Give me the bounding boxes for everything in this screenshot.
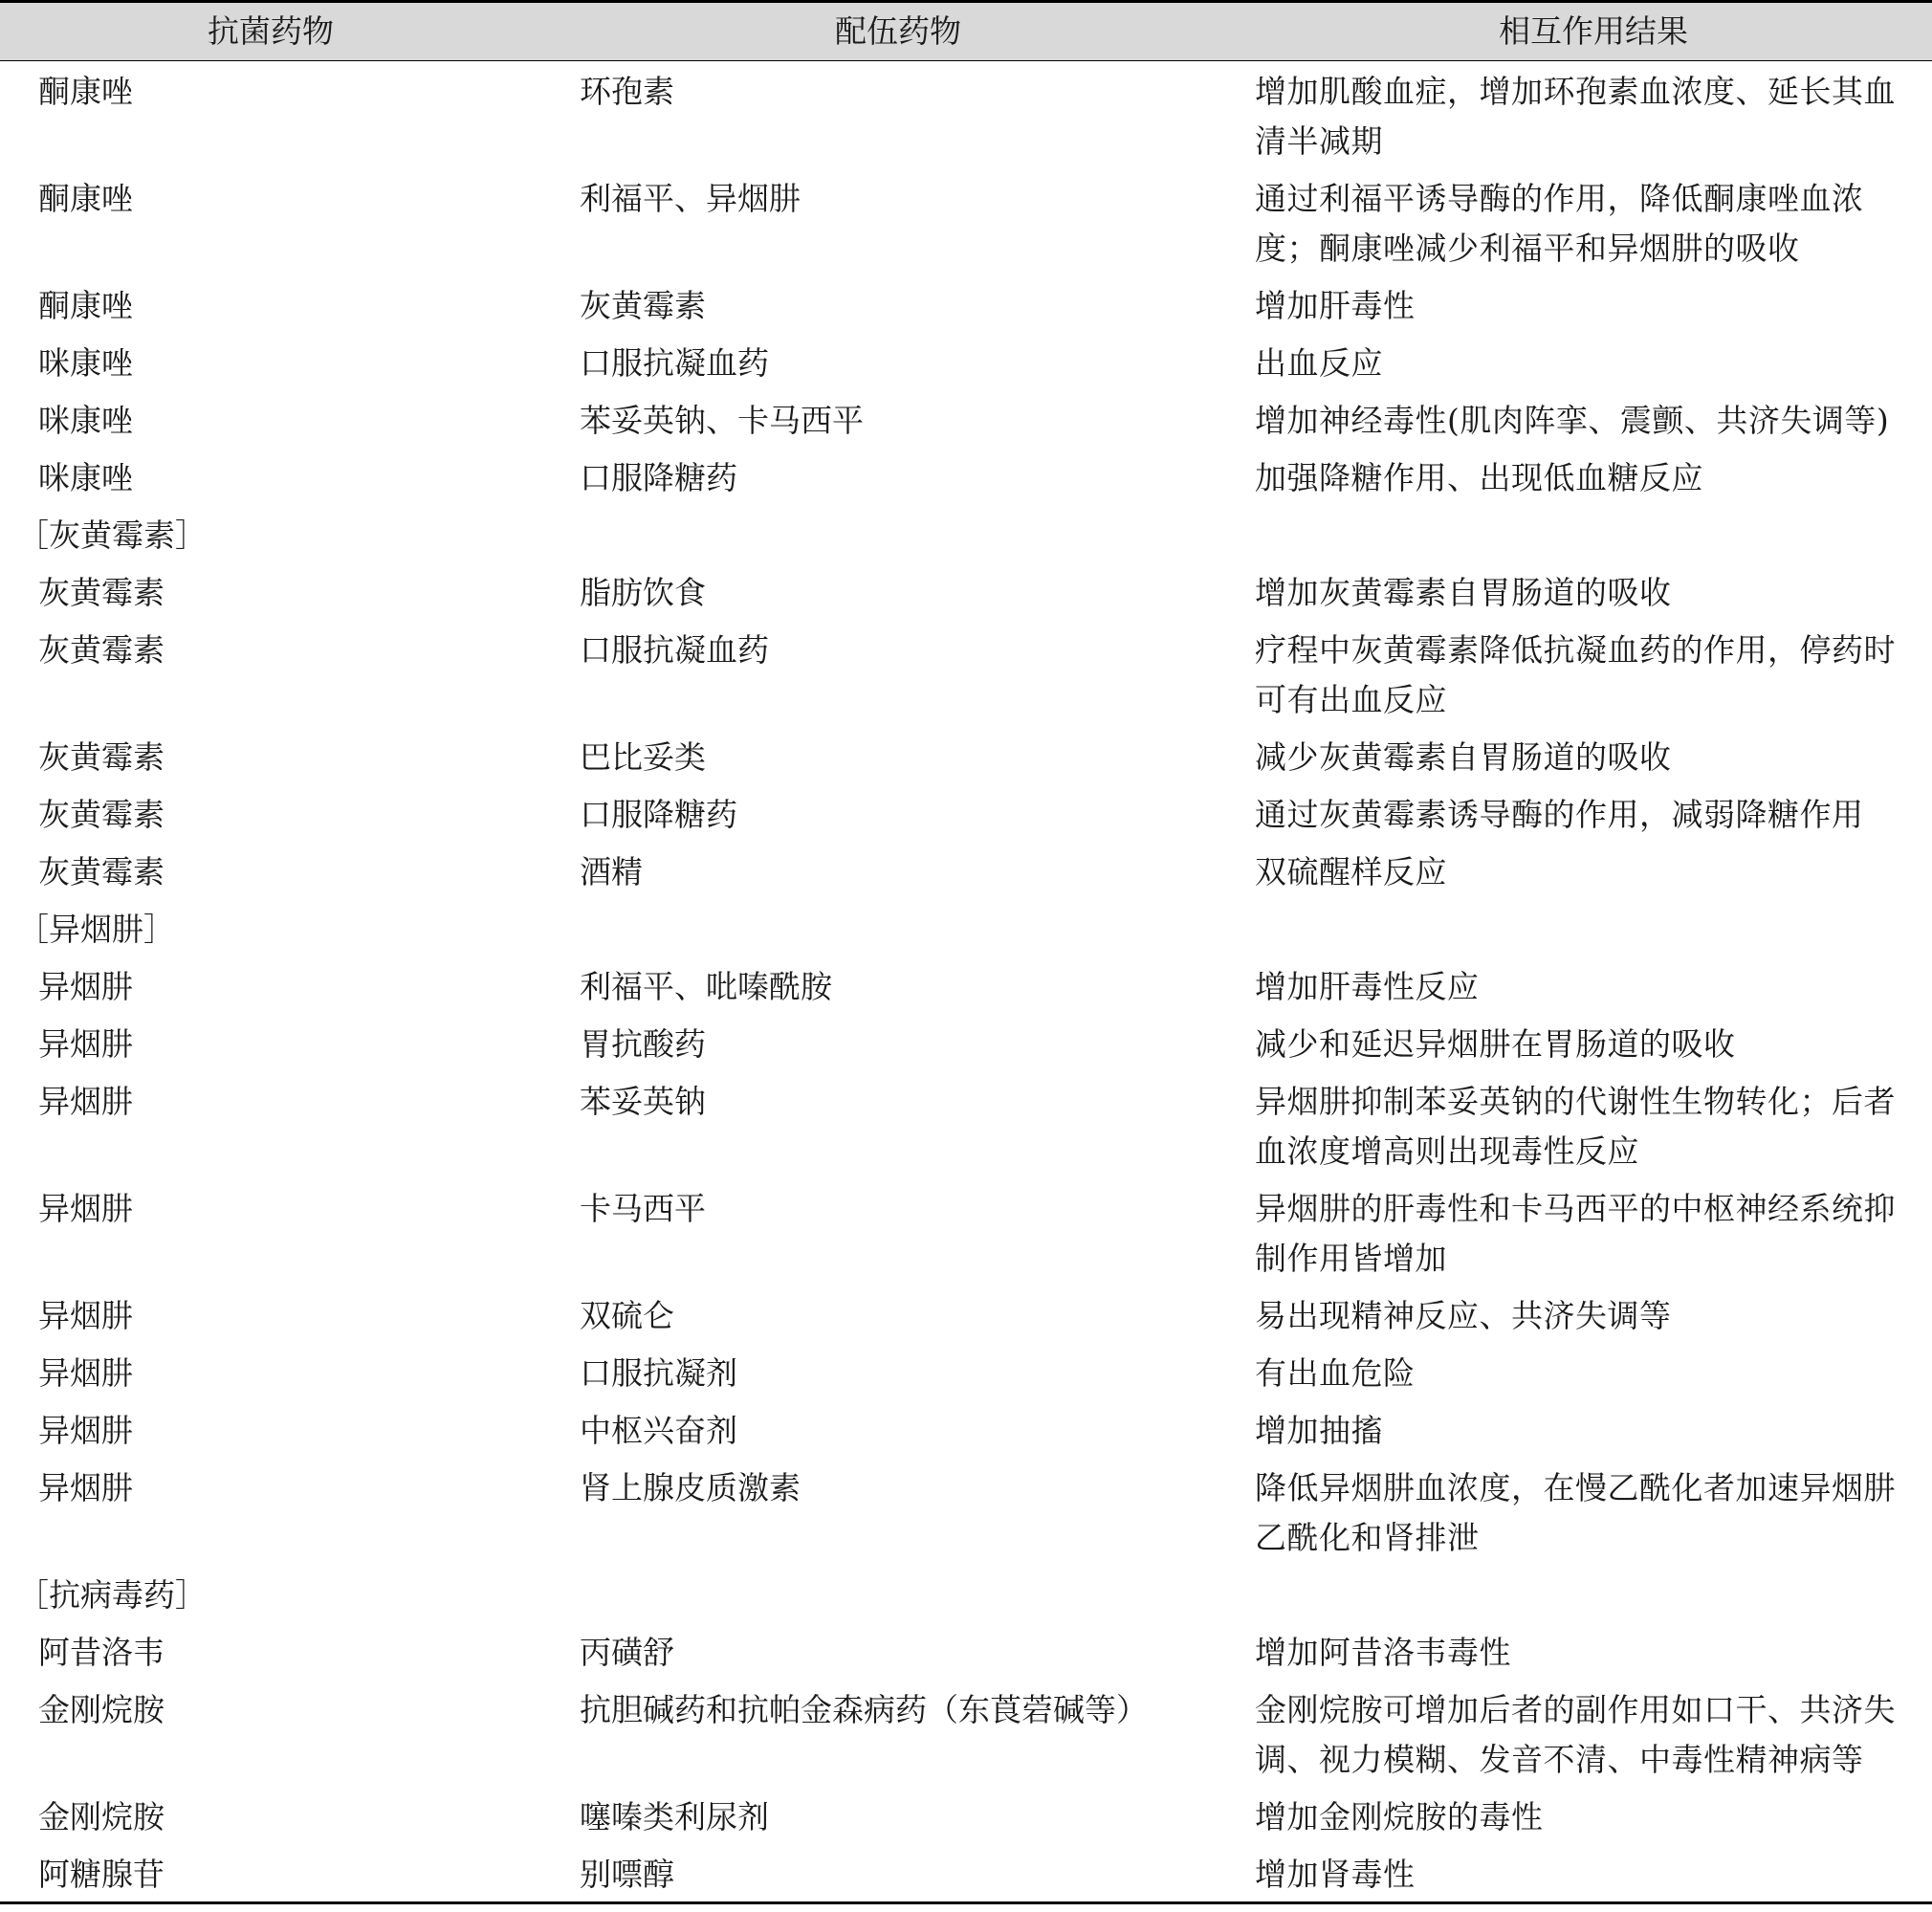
cell-antibacterial-drug: 灰黄霉素	[38, 574, 165, 611]
table-row	[0, 1014, 1932, 1071]
cell-interaction-result: 减少和延迟异烟肼在胃肠道的吸收	[1255, 1025, 1736, 1063]
cell-antibacterial-drug: 酮康唑	[38, 287, 133, 324]
table-body	[0, 61, 1932, 1903]
cell-antibacterial-drug: 灰黄霉素	[38, 853, 165, 890]
cell-antibacterial-drug: 金刚烷胺	[38, 1798, 165, 1835]
cell-interaction-result: 金刚烷胺可增加后者的副作用如口干、共济失调、视力模糊、发音不清、中毒性精神病等	[1255, 1691, 1896, 1778]
cell-combined-drug: 胃抗酸药	[580, 1025, 706, 1063]
cell-interaction-result: 增加抽搐	[1255, 1412, 1383, 1449]
cell-interaction-result: 增加肝毒性	[1255, 287, 1416, 324]
cell-combined-drug: 酒精	[580, 853, 643, 890]
header-combined-drug: 配伍药物	[541, 2, 1255, 61]
table-row	[0, 1343, 1932, 1400]
cell-interaction-result: 增加肌酸血症，增加环孢素血浓度、延长其血清半减期	[1255, 73, 1896, 160]
cell-antibacterial-drug: 灰黄霉素	[38, 631, 165, 669]
table-row	[0, 562, 1932, 620]
cell-interaction-result: 通过利福平诱导酶的作用，降低酮康唑血浓度；酮康唑减少利福平和异烟肼的吸收	[1255, 180, 1864, 267]
cell-combined-drug: 噻嗪类利尿剂	[580, 1798, 769, 1835]
cell-combined-drug: 抗胆碱药和抗帕金森病药（东莨菪碱等）	[580, 1691, 1148, 1728]
cell-combined-drug: 口服降糖药	[580, 459, 737, 496]
cell-combined-drug: 口服抗凝剂	[580, 1354, 737, 1392]
section-row	[0, 899, 1932, 956]
cell-interaction-result: 减少灰黄霉素自胃肠道的吸收	[1255, 738, 1672, 776]
cell-combined-drug: 卡马西平	[580, 1190, 706, 1227]
table-row	[0, 620, 1932, 727]
cell-antibacterial-drug: 阿昔洛韦	[38, 1634, 165, 1671]
cell-combined-drug: 别嘌醇	[541, 1844, 1255, 1903]
cell-combined-drug: 双硫仑	[580, 1297, 674, 1334]
section-label: ［抗病毒药］	[17, 1576, 207, 1614]
section-row	[0, 1565, 1932, 1622]
cell-antibacterial-drug: 灰黄霉素	[38, 738, 165, 776]
table-header-row	[0, 2, 1932, 61]
table-row	[0, 1787, 1932, 1844]
table-row	[0, 1286, 1932, 1343]
table-row	[0, 842, 1932, 899]
cell-antibacterial-drug: 金刚烷胺	[38, 1691, 165, 1728]
cell-interaction-result: 疗程中灰黄霉素降低抗凝血药的作用，停药时可有出血反应	[1255, 631, 1896, 718]
cell-antibacterial-drug: 阿糖腺苷	[0, 1844, 541, 1903]
cell-combined-drug: 丙磺舒	[580, 1634, 674, 1671]
cell-interaction-result: 双硫醒样反应	[1255, 853, 1447, 890]
cell-interaction-result: 增加肝毒性反应	[1255, 968, 1480, 1005]
cell-antibacterial-drug: 异烟肼	[38, 1297, 133, 1334]
cell-interaction-result: 异烟肼抑制苯妥英钠的代谢性生物转化；后者血浓度增高则出现毒性反应	[1255, 1083, 1896, 1170]
cell-combined-drug: 口服抗凝血药	[580, 631, 769, 669]
cell-interaction-result: 有出血危险	[1255, 1354, 1416, 1392]
cell-antibacterial-drug: 酮康唑	[38, 180, 133, 217]
cell-antibacterial-drug: 异烟肼	[38, 1083, 133, 1120]
cell-combined-drug: 口服降糖药	[580, 796, 737, 833]
cell-interaction-result: 增加阿昔洛韦毒性	[1255, 1634, 1511, 1671]
cell-combined-drug: 肾上腺皮质激素	[580, 1469, 801, 1506]
table-row	[0, 1178, 1932, 1286]
table-row	[0, 333, 1932, 390]
cell-antibacterial-drug: 灰黄霉素	[38, 796, 165, 833]
cell-antibacterial-drug: 咪康唑	[38, 459, 133, 496]
cell-interaction-result: 增加灰黄霉素自胃肠道的吸收	[1255, 574, 1672, 611]
cell-antibacterial-drug: 酮康唑	[38, 73, 133, 110]
cell-combined-drug: 利福平、异烟肼	[580, 180, 801, 217]
cell-interaction-result: 异烟肼的肝毒性和卡马西平的中枢神经系统抑制作用皆增加	[1255, 1190, 1896, 1277]
table-row	[0, 1680, 1932, 1787]
cell-interaction-result: 增加神经毒性(肌肉阵挛、震颤、共济失调等)	[1255, 402, 1890, 439]
cell-antibacterial-drug: 咪康唑	[38, 402, 133, 439]
table-row	[0, 727, 1932, 784]
cell-antibacterial-drug: 咪康唑	[38, 344, 133, 382]
cell-antibacterial-drug: 异烟肼	[38, 968, 133, 1005]
table-row	[0, 784, 1932, 842]
cell-combined-drug: 利福平、吡嗪酰胺	[580, 968, 832, 1005]
cell-combined-drug: 中枢兴奋剂	[580, 1412, 737, 1449]
table-row	[0, 275, 1932, 333]
cell-interaction-result: 增加肾毒性	[1255, 1844, 1932, 1903]
header-interaction-result: 相互作用结果	[1255, 2, 1932, 61]
table-row	[0, 1400, 1932, 1458]
cell-interaction-result: 通过灰黄霉素诱导酶的作用，减弱降糖作用	[1255, 796, 1864, 833]
section-row	[0, 505, 1932, 562]
section-label: ［异烟肼］	[17, 911, 175, 948]
table-row	[0, 956, 1932, 1014]
cell-combined-drug: 口服抗凝血药	[580, 344, 769, 382]
cell-interaction-result: 降低异烟肼血浓度，在慢乙酰化者加速异烟肼乙酰化和肾排泄	[1255, 1469, 1896, 1556]
table-row	[0, 1622, 1932, 1680]
cell-combined-drug: 苯妥英钠、卡马西平	[580, 402, 864, 439]
cell-antibacterial-drug: 异烟肼	[38, 1190, 133, 1227]
cell-antibacterial-drug: 异烟肼	[38, 1412, 133, 1449]
cell-combined-drug: 灰黄霉素	[580, 287, 706, 324]
header-antibacterial-drug: 抗菌药物	[0, 2, 541, 61]
table-row	[0, 1844, 1932, 1903]
table-row	[0, 390, 1932, 448]
cell-combined-drug: 脂肪饮食	[580, 574, 706, 611]
cell-interaction-result: 加强降糖作用、出现低血糖反应	[1255, 459, 1703, 496]
table-row	[0, 61, 1932, 169]
table-row	[0, 168, 1932, 275]
cell-antibacterial-drug: 异烟肼	[38, 1469, 133, 1506]
cell-interaction-result: 易出现精神反应、共济失调等	[1255, 1297, 1672, 1334]
table-row	[0, 448, 1932, 505]
table-row	[0, 1458, 1932, 1565]
cell-combined-drug: 苯妥英钠	[580, 1083, 706, 1120]
table-row	[0, 1071, 1932, 1178]
cell-interaction-result: 增加金刚烷胺的毒性	[1255, 1798, 1544, 1835]
cell-combined-drug: 巴比妥类	[580, 738, 706, 776]
cell-antibacterial-drug: 异烟肼	[38, 1025, 133, 1063]
cell-antibacterial-drug: 异烟肼	[38, 1354, 133, 1392]
section-label: ［灰黄霉素］	[17, 516, 207, 554]
cell-interaction-result: 出血反应	[1255, 344, 1383, 382]
cell-combined-drug: 环孢素	[580, 73, 674, 110]
